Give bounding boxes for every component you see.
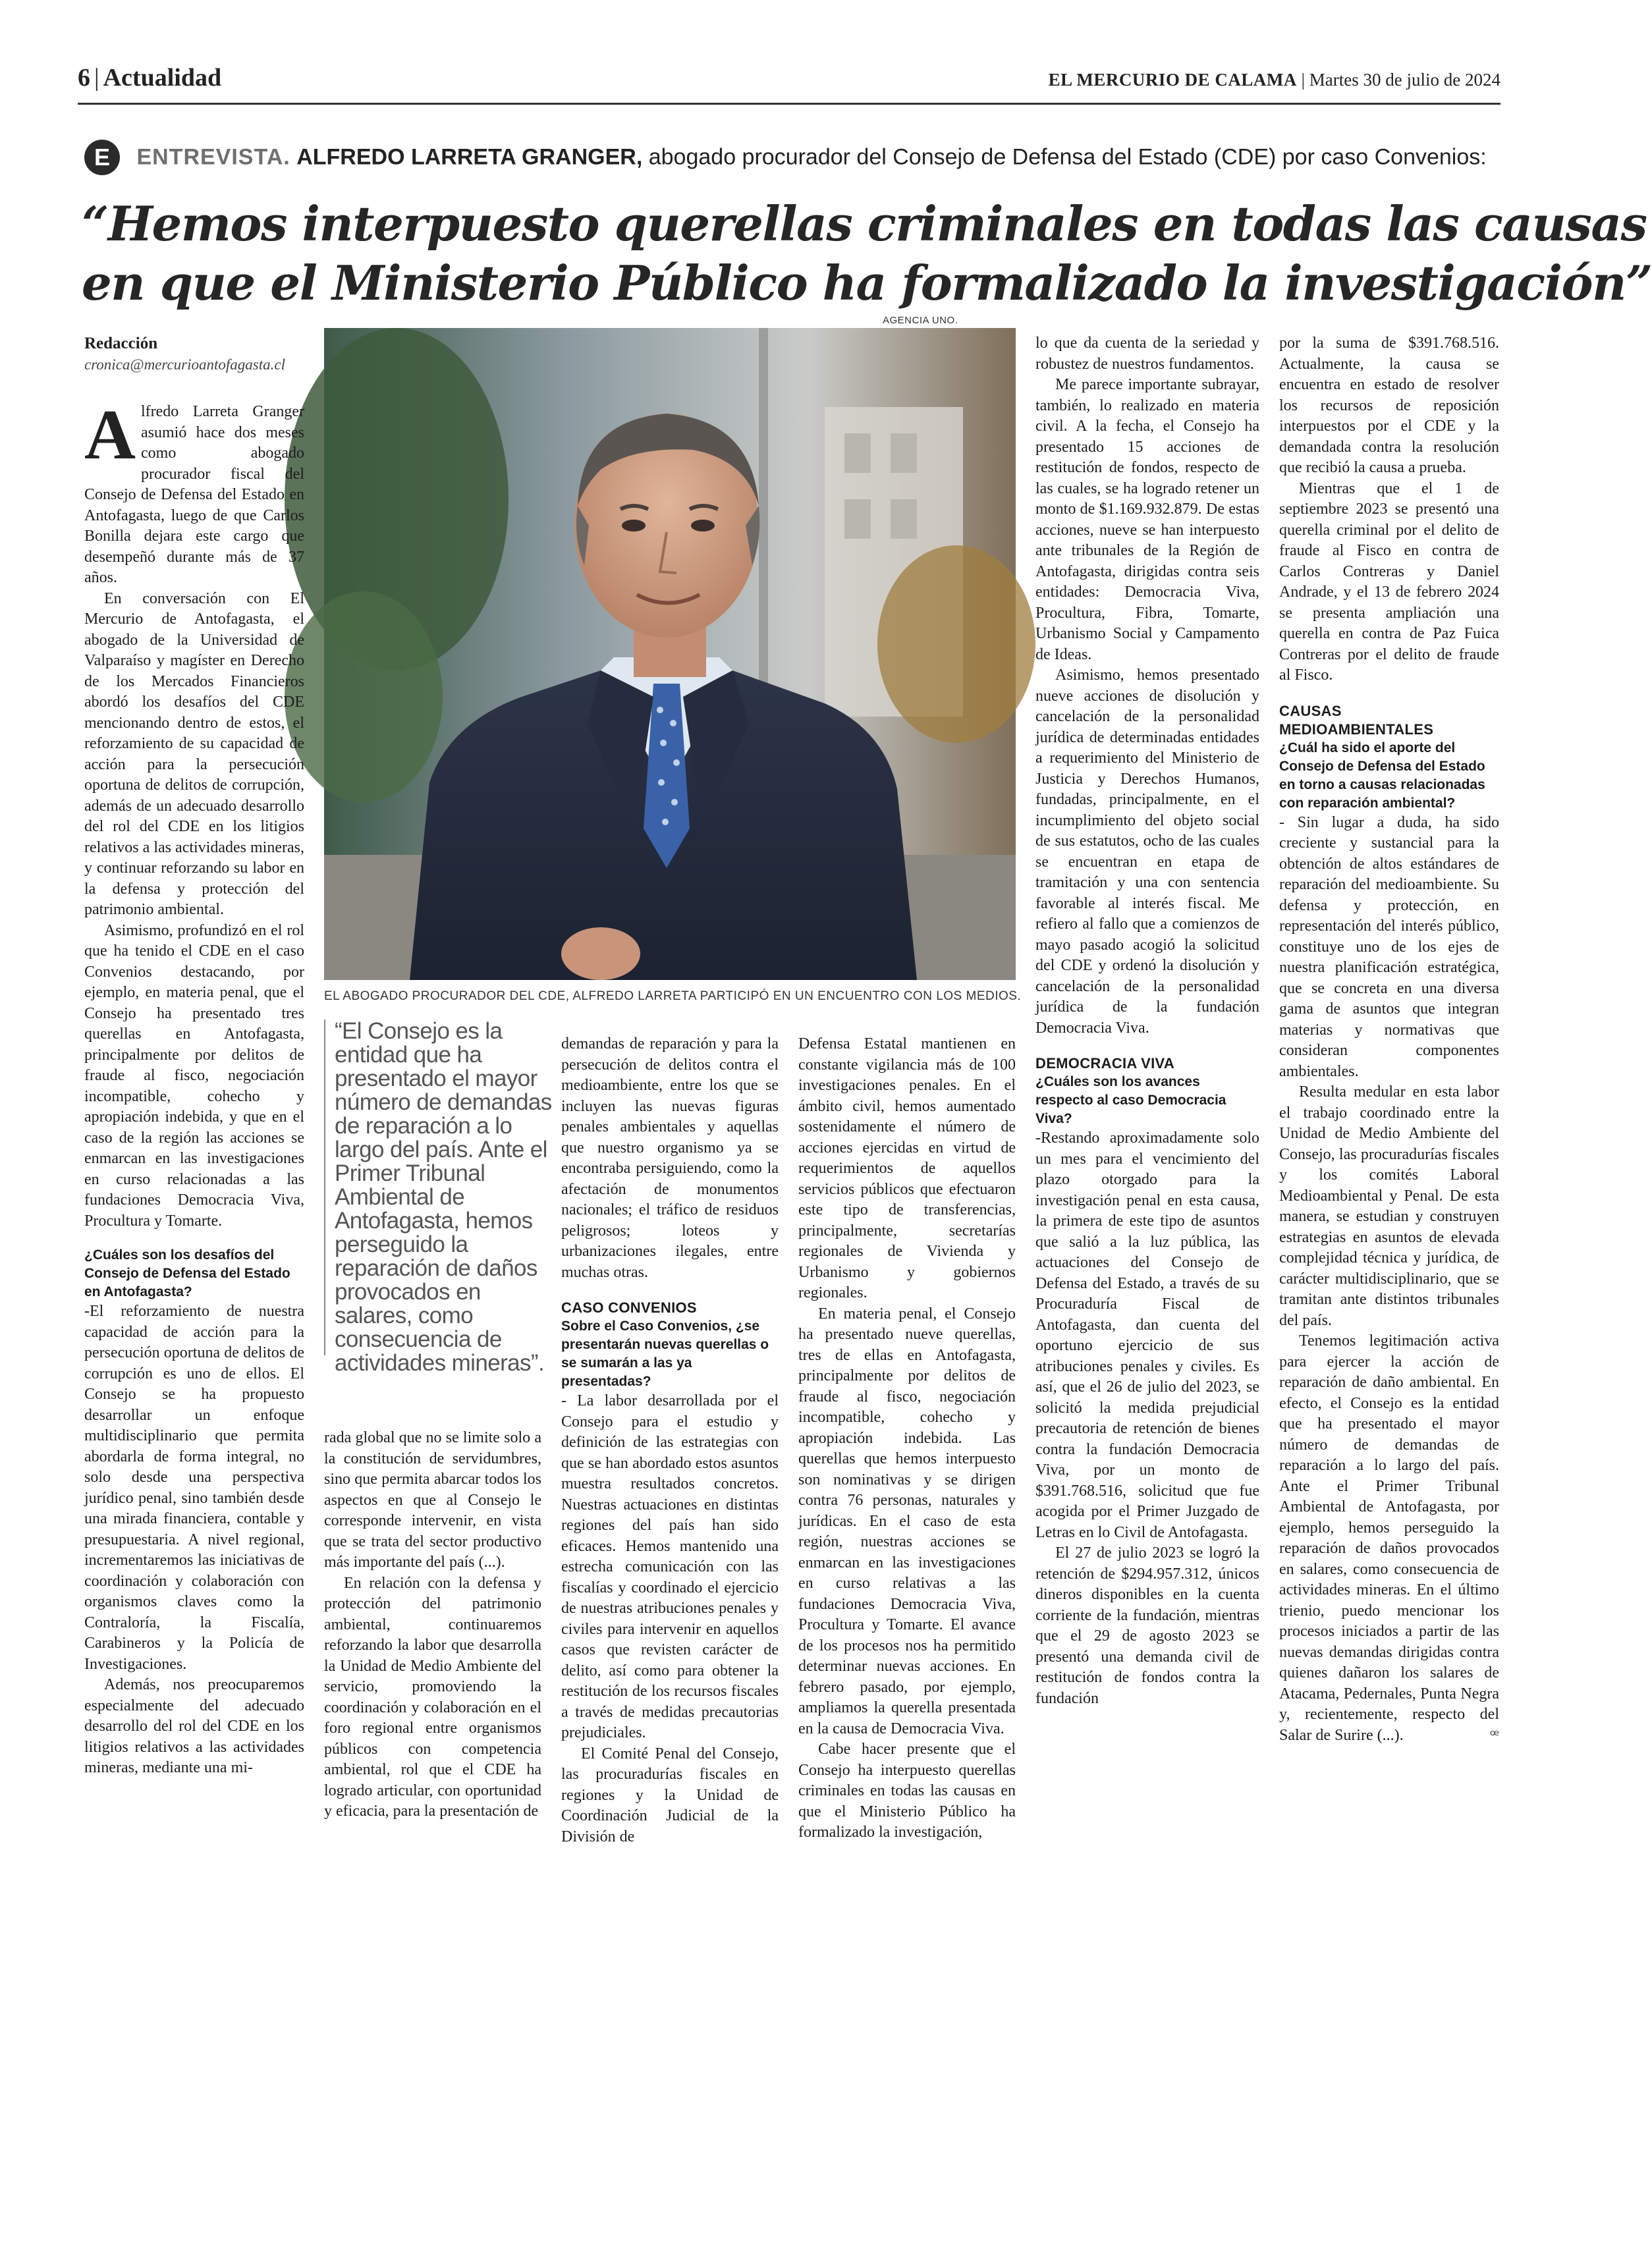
- byline-email: cronica@mercurioantofagasta.cl: [84, 356, 285, 373]
- headline: [82, 194, 1652, 313]
- interview-answer: - La labor desarrollada por el Consejo para el estudio y definición de las estrategias con que se han abordado estos asuntos muestra resultados concretos. Nuestras actuaciones en distintas regiones del país han sido eficaces. Hemos mantenido una estrecha comunicación con las fiscalías y coordinado el ejercicio de nuestras atribuciones penales y civiles para intervenir en aquellos casos que revisten carácter de delito, así como para obtener la restitución de los recursos fiscales a través de medidas precautorias prejudiciales.: [561, 1392, 779, 1741]
- page-header: [78, 61, 1501, 105]
- page-number: 6: [78, 64, 90, 92]
- article-column-3: [561, 1034, 779, 1882]
- interview-question: ¿Cuál ha sido el aporte del Consejo de Defensa del Estado en torno a causas relacionadas con reparación ambiental?: [1279, 740, 1485, 811]
- interview-answer: -Restando aproximadamente solo un mes para el vencimiento del plazo otorgado para la investigación penal en esta causa, la primera de este tipo de asuntos que salió a la luz pública, las actuaciones del Consejo de Defensa del Estado, a través de su Procuraduría Fiscal de Antofagasta, dan cuenta del oportuno ejercicio de sus atribuciones penales y civiles. Es así, que el 26 de julio del 2023, se solicitó la medida prejudicial precautoria de retención de bienes contra la fundación Democracia Viva, por un monto de $391.768.516, solicitud que fue acogida por el Primer Juzgado de Letras en lo Civil de Antofagasta.: [1035, 1130, 1259, 1541]
- paragraph: En relación con la defensa y protección del patrimonio ambiental, continuaremos reforzando la labor que desarrolla la Unidad de Medio Ambiente del servicio, promoviendo la coordinación y colaboración en el foro regional entre organismos públicos con competencia ambiental, rol que el CDE ha logrado articular, con oportunidad y eficacia, para la presentación de: [324, 1574, 541, 1820]
- paragraph: En materia penal, el Consejo ha presentado nueve querellas, tres de ellas en Antofagasta, principalmente por delitos de fraude al fisco, negociación incompatible, cohecho y apropiación indebida. Las querellas que hemos interpuesto son nominativas y se dirigen contra 76 personas, naturales y jurídicas. En el caso de esta región, nuestras acciones se enmarcan en las investigaciones en curso relativas a las fundaciones Democracia Viva, Procultura y Tomarte. El avance de los procesos nos ha permitido determinar nuevas acciones. En febrero pasado, por ejemplo, ampliamos la querella presentada en la causa de Democracia Viva.: [798, 1305, 1016, 1737]
- paragraph: lo que da cuenta de la seriedad y robustez de nuestros fundamentos.: [1035, 335, 1259, 373]
- paragraph: El Comité Penal del Consejo, las procuradurías fiscales en regiones y la Unidad de Coordinación Judicial de la División de: [561, 1745, 779, 1845]
- article-column-6: [1279, 333, 1499, 1882]
- portrait-illustration: [324, 328, 1016, 980]
- interview-question: ¿Cuáles son los desafíos del Consejo de Defensa del Estado en Antofagasta?: [84, 1247, 290, 1299]
- page-section: [78, 63, 221, 92]
- paragraph: demandas de reparación y para la persecución de delitos contra el medioambiente, entre los que se incluyen las nuevas figuras penales ambientales y aquellas que nuestro organismo ya se encontraba persiguiendo, como la afectación de monumentos nacionales; el tráfico de residuos peligrosos; loteos y urbanizaciones ilegales, entre muchas otras.: [561, 1035, 779, 1281]
- article-column-2: [324, 1428, 541, 1882]
- section-heading: CASO CONVENIOS: [561, 1299, 697, 1316]
- byline: [84, 333, 308, 375]
- divider: |: [94, 64, 99, 92]
- article-column-5: [1035, 333, 1259, 1882]
- paragraph: Asimismo, profundizó en el rol que ha tenido el CDE en el caso Convenios destacando, por ejemplo, en materia penal, que el Consejo ha presentado tres querellas en Antofagasta, principalmente por delitos de fraude al fisco, negociación incompatible, cohecho y apropiación indebida, y que en el caso de la región las acciones se enmarcan en las investigaciones en curso relacionadas a las fundaciones Democracia Viva, Procultura y Tomarte.: [84, 921, 304, 1230]
- paragraph: Además, nos preocuparemos especialmente del adecuado desarrollo del rol del CDE en los litigios relativos a las actividades mineras, mediante una mi-: [84, 1676, 304, 1776]
- paragraph: Asimismo, hemos presentado nueve acciones de disolución y cancelación de la personalidad jurídica de determinadas entidades a requerimiento del Ministerio de Justicia y Derechos Humanos, fundadas, principalmente, en el incumplimiento del objeto social de sus estatutos, ocho de las cuales se encuentran en etapa de tramitación y una con sentencia favorable al interés fiscal. Me refiero al fallo que a comienzos de mayo pasado acogió la solicitud del CDE y ordenó la disolución y cancelación de la personalidad jurídica de la fundación Democracia Viva.: [1035, 667, 1259, 1037]
- lead-text: lfredo Larreta Granger asumió hace dos meses como abogado procurador fiscal del Consejo de Defensa del Estado en Antofagasta, luego de que Carlos Bonilla dejara este cargo que desempeñó durante más de 37 años.: [84, 403, 304, 586]
- paragraph: Cabe hacer presente que el Consejo ha interpuesto querellas criminales en todas las causas en que el Ministerio Público ha formalizado la investigación,: [798, 1741, 1016, 1841]
- lead-paragraph: [84, 396, 304, 589]
- interview-answer: -El reforzamiento de nuestra capacidad de acción para la persecución oportuna de delitos de corrupción es uno de ellos. El Consejo se ha propuesto desarrollar un enfoque multidisciplinario que permita abordarla de forma integral, no solo desde una perspectiva jurídico penal, sino también desde una mirada financiera, contable y presupuestaria. A nivel regional, incrementaremos las iniciativas de coordinación y colaboración con organismos claves como la Contraloría, la Fiscalía, Carabineros y la Policía de Investigaciones.: [84, 1303, 304, 1673]
- interviewee-description: abogado procurador del Consejo de Defensa del Estado (CDE) por caso Convenios:: [648, 144, 1487, 170]
- article-kicker: [84, 140, 1507, 179]
- paragraph: rada global que no se limite solo a la constitución de servidumbres, sino que permita abarcar todos los aspectos en que al Consejo le corresponde intervenir, en vista que se trata del sector productivo más importante del país (...).: [324, 1429, 541, 1571]
- paragraph: Resulta medular en esta labor el trabajo coordinado entre la Unidad de Medio Ambiente del Consejo, las procuradurías fiscales y los comités Laboral Medioambiental y Penal. De esta manera, se estudian y construyen estrategias en asuntos de elevada complejidad técnica y jurídica, de carácter multidisciplinario, que se tramitan ante distintos tribunales del país.: [1279, 1083, 1499, 1329]
- paragraph: Me parece importante subrayar, también, lo realizado en materia civil. A la fecha, el Consejo ha presentado 15 acciones de restitución de fondos, respecto de las cuales, se ha logrado retener un monto de $1.169.932.879. De estas acciones, nueve se han interpuesto ante tribunales de la Región de Antofagasta, dirigidas contra seis entidades: Democracia Viva, Procultura, Fibra, Tomarte, Urbanismo Social y Campamento de Ideas.: [1035, 376, 1259, 663]
- headline-line-1: “Hemos interpuesto querellas criminales en todas las causas: [82, 196, 1647, 252]
- article-column-1: [84, 396, 304, 1877]
- interview-answer: - Sin lugar a duda, ha sido creciente y sustancial para la obtención de altos estándares de reparación del medioambiente. Su defensa y protección, en representación del interés público, constituye uno de los ejes de nuestra planificación estratégica, que se concreta en una diversa gama de asuntos que integran materias y normativas que consideran componentes ambientales.: [1279, 813, 1499, 1080]
- byline-author: Redacción: [84, 335, 158, 352]
- article-column-4: [798, 1034, 1016, 1882]
- publication-name: EL MERCURIO DE CALAMA: [1048, 70, 1297, 90]
- section-name: Actualidad: [103, 64, 222, 92]
- interviewee-name: ALFREDO LARRETA GRANGER,: [296, 144, 643, 170]
- paragraph: El 27 de julio 2023 se logró la retención de $294.957.312, únicos dineros disponibles en la cuenta corriente de la fundación, mientras que el 29 de agosto 2023 se presentó una demanda civil de restitución de fondos contra la fundación: [1035, 1544, 1259, 1707]
- end-of-article-icon: ꟹ: [1489, 1727, 1499, 1744]
- publication-date: Martes 30 de julio de 2024: [1309, 70, 1501, 90]
- pull-quote: “El Consejo es la entidad que ha presentado el mayor número de demandas de reparación a lo largo del país. Ante el Primer Tribunal Ambiental de Antofagasta, hemos perseguido la reparación de daños provocados en salares, como consecuencia de actividades mineras”.: [324, 1020, 552, 1355]
- section-heading: DEMOCRACIA VIVA: [1035, 1055, 1175, 1072]
- interview-question: ¿Cuáles son los avances respecto al caso Democracia Viva?: [1035, 1074, 1226, 1126]
- section-heading: CAUSAS MEDIOAMBIENTALES: [1279, 702, 1434, 738]
- headline-line-2: en que el Ministerio Público ha formalizado la investigación”: [82, 255, 1652, 311]
- paragraph: En conversación con El Mercurio de Antofagasta, el abogado de la Universidad de Valparaíso y magíster en Derecho de los Mercados Financieros abordó los desafíos del CDE mencionando dentro de estos, el reforzamiento de su capacidad de acción para la persecución oportuna de delitos de corrupción, además de un adecuado desarrollo del rol del CDE en los litigios relativos a las actividades mineras, y continuar reforzando su labor en la defensa y protección del patrimonio ambiental.: [84, 589, 304, 918]
- paragraph: Defensa Estatal mantienen en constante vigilancia más de 100 investigaciones penales. En el ámbito civil, hemos aumentado sostenidamente el número de acciones ejercidas en virtud de requerimientos de aquellos servicios públicos que efectuaron este tipo de transferencias, principalmente, secretarías regionales de Vivienda y Urbanismo y gobiernos regionales.: [798, 1035, 1016, 1301]
- paragraph: [1279, 1331, 1499, 1746]
- interview-badge-icon: E: [84, 140, 120, 175]
- photo-caption: EL ABOGADO PROCURADOR DEL CDE, ALFREDO LARRETA PARTICIPÓ EN UN ENCUENTRO CON LOS MEDIOS.: [324, 989, 1022, 1003]
- paragraph: por la suma de $391.768.516. Actualmente, la causa se encuentra en estado de resolver los recursos de reposición interpuestos por el CDE y la demandada contra la resolución que recibió la causa a prueba.: [1279, 335, 1499, 476]
- paragraph: Mientras que el 1 de septiembre 2023 se presentó una querella criminal por el delito de fraude al Fisco en contra de Carlos Contreras y Daniel Andrade, y el 13 de febrero 2024 se presenta ampliación una querella en contra de Paz Fuica Contreras por el delito de fraude al Fisco.: [1279, 479, 1499, 684]
- interview-question: Sobre el Caso Convenios, ¿se presentarán nuevas querellas o se sumarán a las ya presentadas?: [561, 1319, 769, 1389]
- publication-info: EL MERCURIO DE CALAMA | Martes 30 de julio de 2024: [1048, 70, 1501, 90]
- drop-cap: A: [84, 396, 136, 474]
- photo-credit: AGENCIA UNO.: [883, 315, 958, 326]
- paragraph-text: Tenemos legitimación activa para ejercer la acción de reparación de daño ambiental. En efecto, el Consejo es la entidad que ha presentado el mayor número de demandas de reparación a lo largo del país. Ante el Primer Tribunal Ambiental de Antofagasta, por ejemplo, hemos perseguido la reparación de daños provocados en salares, como consecuencia de actividades mineras. En el último trienio, puedo mencionar los procesos iniciados a partir de las nuevas demandas dirigidas contra quienes dañaron los salares de Atacama, Pedernales, Punta Negra y, recientemente, respecto del Salar de Surire (...).: [1279, 1332, 1499, 1744]
- kicker-tag: ENTREVISTA.: [136, 144, 290, 170]
- portrait-photo: [324, 328, 1016, 980]
